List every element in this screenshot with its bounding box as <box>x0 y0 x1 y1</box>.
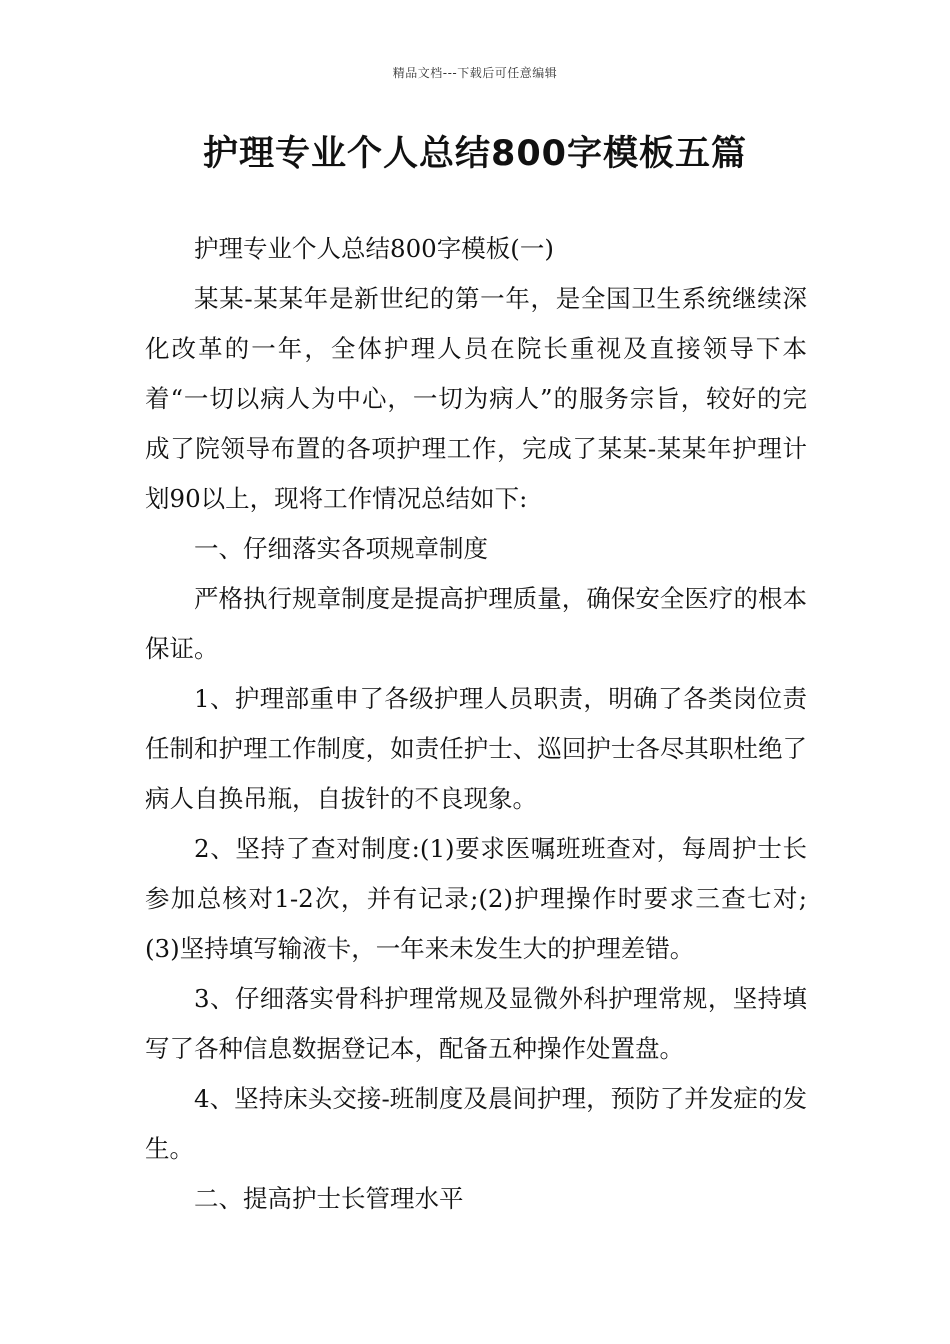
list-item: 2、坚持了查对制度:(1)要求医嘱班班查对，每周护士长参加总核对1-2次，并有记录;(2)护理操作时要求三查七对;(3)坚持填写输液卡，一年来未发生大的护理差错。 <box>145 834 807 963</box>
list-item: 1、护理部重申了各级护理人员职责，明确了各类岗位责任制和护理工作制度，如责任护士、巡回护士各尽其职杜绝了病人自换吊瓶，自拔针的不良现象。 <box>145 684 807 813</box>
section-heading-1: 一、仔细落实各项规章制度 <box>194 534 488 563</box>
document-title: 护理专业个人总结800字模板五篇 <box>202 134 748 174</box>
list-item: 3、仔细落实骨科护理常规及显微外科护理常规，坚持填写了各种信息数据登记本，配备五种操作处置盘。 <box>145 984 807 1063</box>
section-subtitle: 护理专业个人总结800字模板(一) <box>194 234 554 263</box>
list-item: 4、坚持床头交接-班制度及晨间护理，预防了并发症的发生。 <box>145 1084 807 1163</box>
section-heading-2: 二、提高护士长管理水平 <box>194 1184 464 1213</box>
intro-paragraph: 某某-某某年是新世纪的第一年，是全国卫生系统继续深化改革的一年，全体护理人员在院长重视及直接领导下本着“一切以病人为中心，一切为病人”的服务宗旨，较好的完成了院领导布置的各项护理工作，完成了某某-某某年护理计划90以上，现将工作情况总结如下: <box>145 284 807 513</box>
header-note: 精品文档---下载后可任意编辑 <box>392 66 558 80</box>
document-body <box>145 224 807 1224</box>
paragraph: 严格执行规章制度是提高护理质量，确保安全医疗的根本保证。 <box>145 584 807 663</box>
